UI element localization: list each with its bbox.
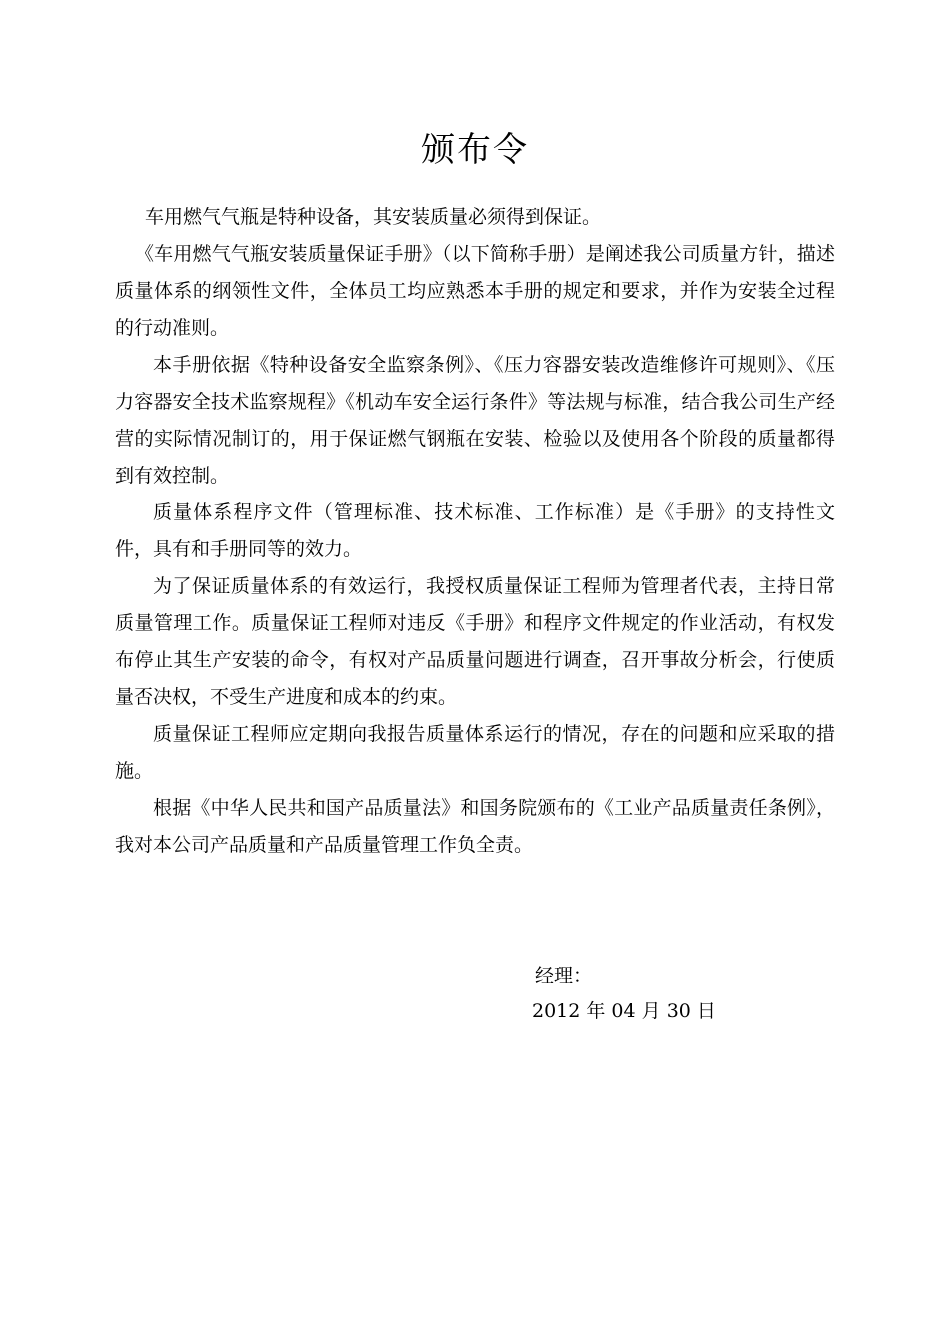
paragraph-4: 质量体系程序文件（管理标准、技术标准、工作标准）是《手册》的支持性文件，具有和手册同等的效力。 [115, 501, 835, 560]
paragraph-1: 车用燃气气瓶是特种设备，其安装质量必须得到保证。 [145, 206, 602, 228]
paragraph-2: 《车用燃气气瓶安装质量保证手册》（以下简称手册）是阐述我公司质量方针，描述质量体系的纲领性文件，全体员工均应熟悉本手册的规定和要求，并作为安装全过程的行动准则。 [115, 243, 835, 339]
paragraph-7: 根据《中华人民共和国产品质量法》和国务院颁布的《工业产品质量责任条例》，我对本公司产品质量和产品质量管理工作负全责。 [115, 797, 835, 856]
signature-date: 2012 年 04 月 30 日 [532, 1000, 716, 1022]
paragraph-6: 质量保证工程师应定期向我报告质量体系运行的情况，存在的问题和应采取的措施。 [115, 723, 835, 782]
paragraph-5: 为了保证质量体系的有效运行，我授权质量保证工程师为管理者代表，主持日常质量管理工作。质量保证工程师对违反《手册》和程序文件规定的作业活动，有权发布停止其生产安装的命令，有权对产品质量问题进行调查，召开事故分析会，行使质量否决权，不受生产进度和成本的约束。 [115, 575, 835, 708]
signature-label: 经理： [535, 965, 593, 987]
paragraph-3: 本手册依据《特种设备安全监察条例》、《压力容器安装改造维修许可规则》、《压力容器安全技术监察规程》《机动车安全运行条件》等法规与标准，结合我公司生产经营的实际情况制订的，用于保证燃气钢瓶在安装、检验以及使用各个阶段的质量都得到有效控制。 [115, 354, 835, 487]
document-title: 颁布令 [421, 130, 529, 170]
